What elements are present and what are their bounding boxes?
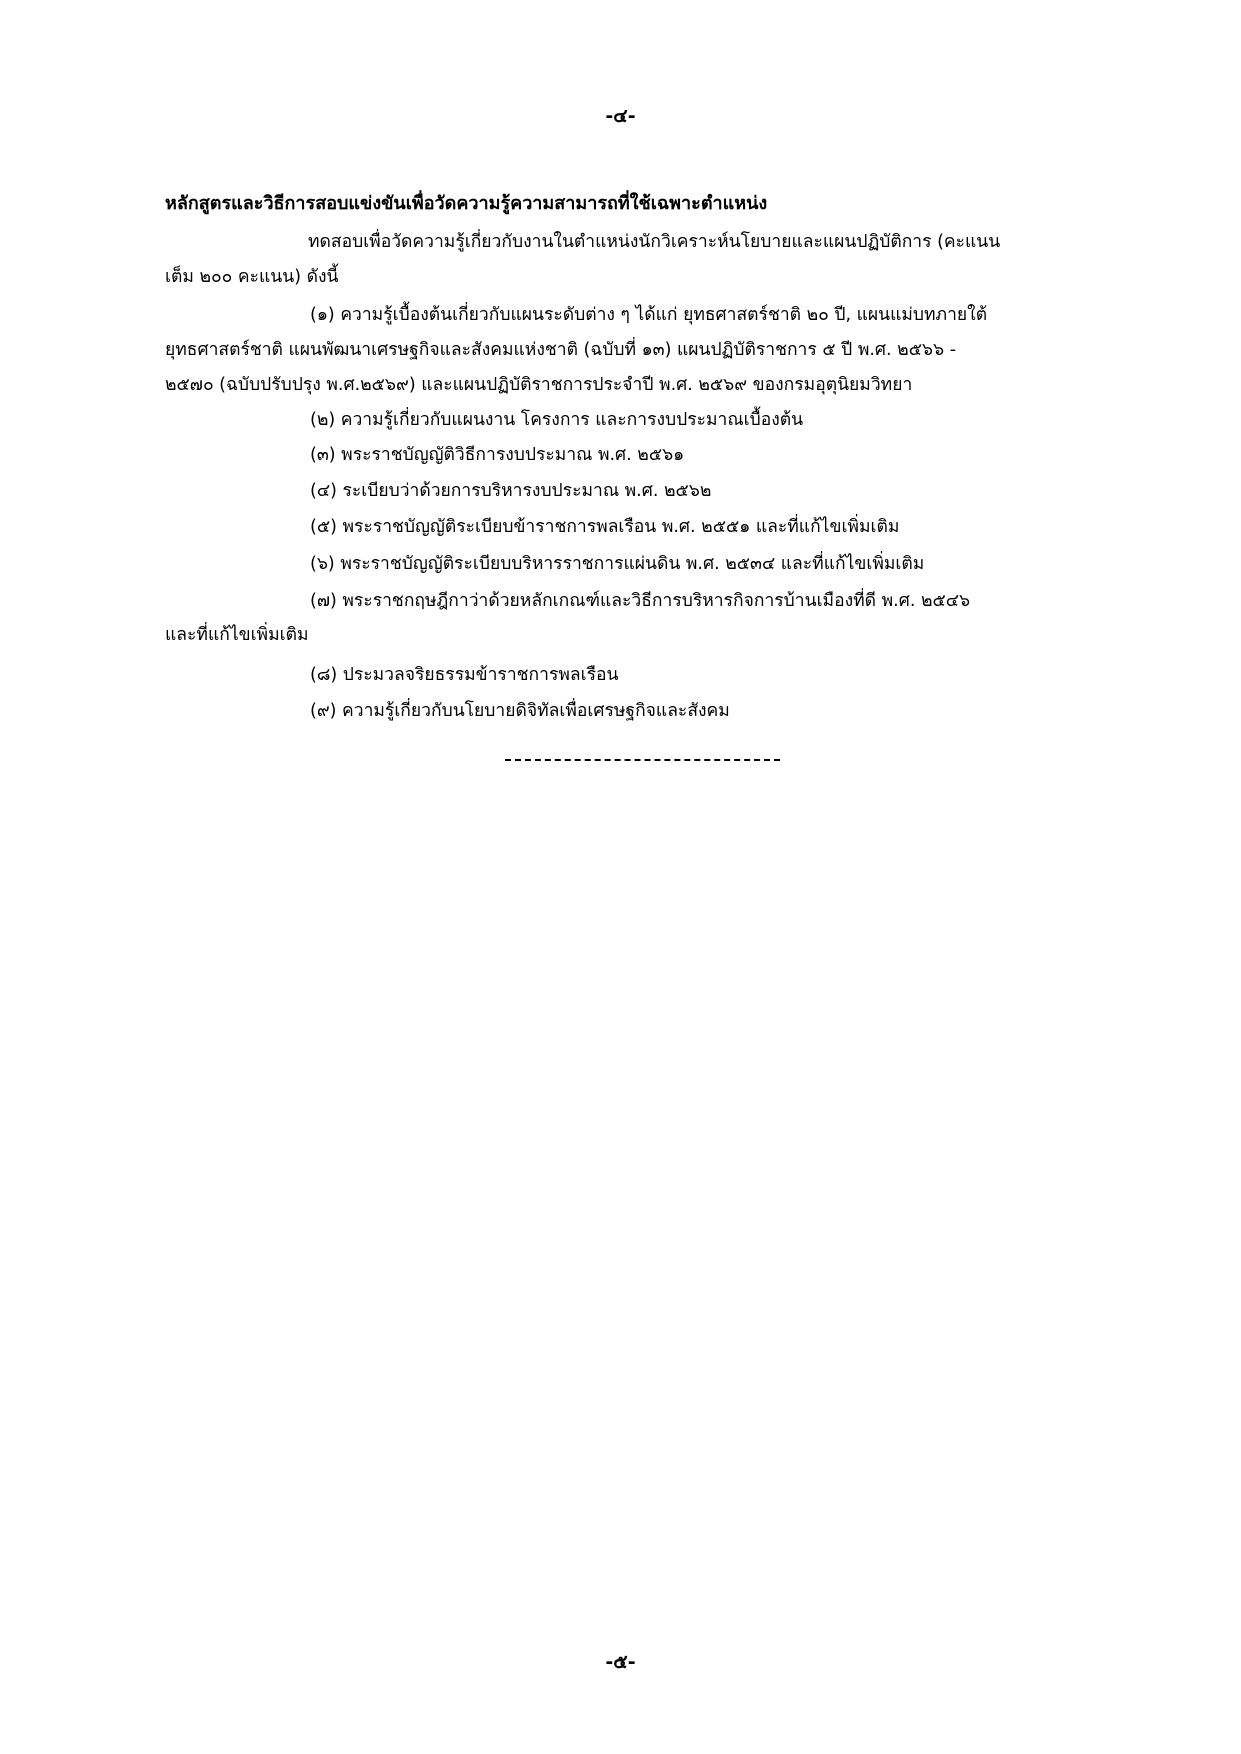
section-title: หลักสูตรและวิธีการสอบแข่งขันเพื่อวัดความรู้ความสามารถที่ใช้เฉพาะตำแหน่ง	[165, 193, 768, 214]
list-item-5: (๕) พระราชบัญญัติระเบียบข้าราชการพลเรือน พ.ศ. ๒๕๕๑ และที่แก้ไขเพิ่มเติม	[310, 517, 900, 537]
list-item-7-line-1: (๗) พระราชกฤษฎีกาว่าด้วยหลักเกณฑ์และวิธีการบริหารกิจการบ้านเมืองที่ดี พ.ศ. ๒๕๔๖	[310, 591, 971, 611]
list-item-7-line-2: และที่แก้ไขเพิ่มเติม	[165, 625, 309, 645]
list-item-6: (๖) พระราชบัญญัติระเบียบบริหารราชการแผ่นดิน พ.ศ. ๒๕๓๔ และที่แก้ไขเพิ่มเติม	[310, 554, 925, 574]
list-item-2: (๒) ความรู้เกี่ยวกับแผนงาน โครงการ และการงบประมาณเบื้องต้น	[310, 410, 804, 430]
list-item-1-line-1: (๑) ความรู้เบื้องต้นเกี่ยวกับแผนระดับต่าง ๆ ได้แก่ ยุทธศาสตร์ชาติ ๒๐ ปี, แผนแม่บทภายใต้	[310, 305, 988, 325]
list-item-4: (๔) ระเบียบว่าด้วยการบริหารงบประมาณ พ.ศ. ๒๕๖๒	[310, 481, 712, 501]
list-item-3: (๓) พระราชบัญญัติวิธีการงบประมาณ พ.ศ. ๒๕๖๑	[310, 445, 685, 465]
list-item-9: (๙) ความรู้เกี่ยวกับนโยบายดิจิทัลเพื่อเศรษฐกิจและสังคม	[310, 701, 730, 721]
end-divider	[505, 759, 780, 761]
list-item-8: (๘) ประมวลจริยธรรมข้าราชการพลเรือน	[310, 665, 619, 685]
page-number-top: -๔-	[605, 105, 636, 127]
intro-text-line-1: ทดสอบเพื่อวัดความรู้เกี่ยวกับงานในตำแหน่งนักวิเคราะห์นโยบายและแผนปฏิบัติการ (คะแนน	[308, 232, 1001, 252]
page-number-bottom: -๕-	[605, 1651, 636, 1673]
list-item-1-line-2: ยุทธศาสตร์ชาติ แผนพัฒนาเศรษฐกิจและสังคมแห่งชาติ (ฉบับที่ ๑๓) แผนปฏิบัติราชการ ๕ ปี พ.ศ. ๒๕๖๖ -	[165, 340, 957, 360]
intro-text-line-2: เต็ม ๒๐๐ คะแนน) ดังนี้	[165, 267, 339, 287]
list-item-1-line-3: ๒๕๗๐ (ฉบับปรับปรุง พ.ศ.๒๕๖๙) และแผนปฏิบัติราชการประจำปี พ.ศ. ๒๕๖๙ ของกรมอุตุนิยมวิทยา	[165, 375, 913, 395]
